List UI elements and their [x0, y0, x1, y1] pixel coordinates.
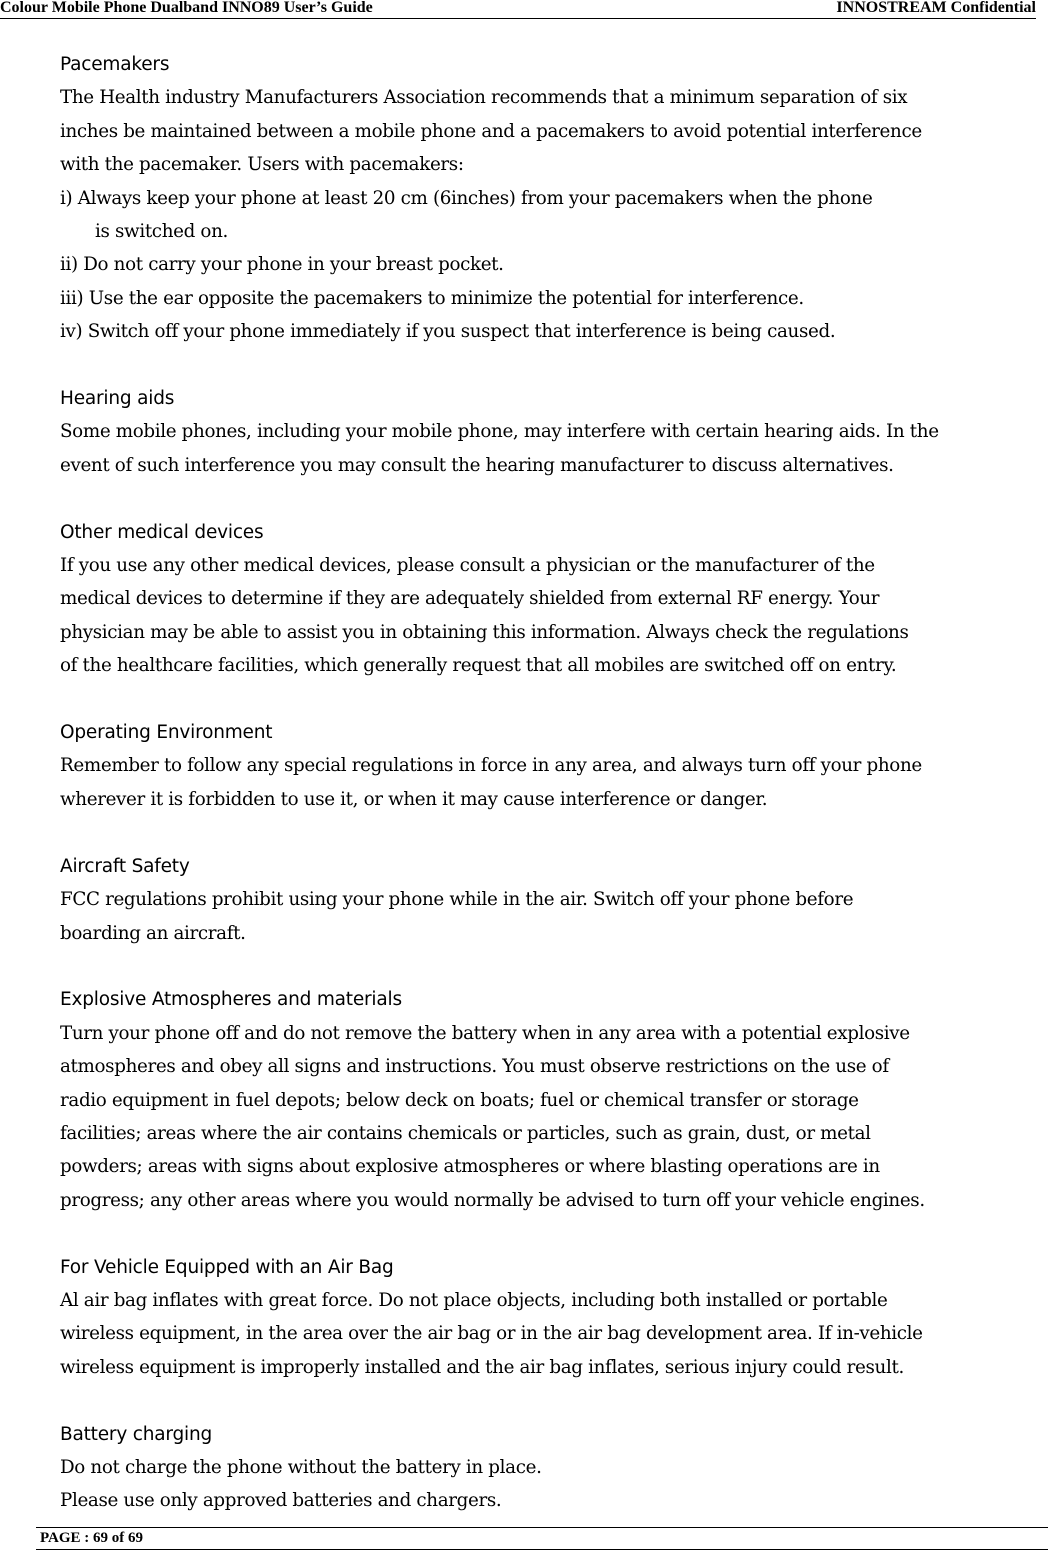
- paragraph-line: atmospheres and obey all signs and instructions. You must observe restrictions on the use of: [60, 1056, 889, 1078]
- paragraph-line: If you use any other medical devices, please consult a physician or the manufacturer of the: [60, 555, 875, 577]
- section-heading: Explosive Atmospheres and materials: [60, 989, 402, 1011]
- paragraph-line: powders; areas with signs about explosive atmospheres or where blasting operations are in: [60, 1156, 880, 1178]
- section-other-medical-devices: [60, 516, 1045, 683]
- list-item: i) Always keep your phone at least 20 cm (6inches) from your pacemakers when the phone: [60, 187, 873, 209]
- page-header: [0, 0, 1036, 19]
- section-heading: Pacemakers: [60, 54, 170, 75]
- section-battery-charging: [60, 1418, 1045, 1518]
- paragraph-line: wireless equipment, in the area over the air bag or in the air bag development area. If in-vehicle: [60, 1323, 923, 1345]
- header-document-title: Colour Mobile Phone Dualband INNO89 User’s Guide: [0, 0, 373, 16]
- paragraph-line: The Health industry Manufacturers Association recommends that a minimum separation of six: [60, 87, 908, 109]
- paragraph-line: physician may be able to assist you in obtaining this information. Always check the regulations: [60, 621, 909, 643]
- paragraph-line: with the pacemaker. Users with pacemakers:: [60, 154, 464, 176]
- footer-rule-top: [36, 1527, 1048, 1528]
- section-aircraft-safety: [60, 850, 1045, 950]
- paragraph-line: event of such interference you may consult the hearing manufacturer to discuss alternatives.: [60, 454, 894, 476]
- section-pacemakers: [60, 48, 1045, 349]
- paragraph-line: inches be maintained between a mobile phone and a pacemakers to avoid potential interference: [60, 120, 922, 142]
- section-hearing-aids: [60, 382, 1045, 482]
- paragraph-line: boarding an aircraft.: [60, 922, 246, 944]
- paragraph-line: radio equipment in fuel depots; below deck on boats; fuel or chemical transfer or storage: [60, 1089, 859, 1111]
- section-heading: Hearing aids: [60, 388, 175, 410]
- paragraph-line: medical devices to determine if they are adequately shielded from external RF energy. Your: [60, 588, 880, 610]
- paragraph-line: wireless equipment is improperly installed and the air bag inflates, serious injury could result.: [60, 1356, 904, 1378]
- section-vehicle-air-bag: [60, 1251, 1045, 1385]
- paragraph-line: of the healthcare facilities, which generally request that all mobiles are switched off on entry.: [60, 655, 897, 677]
- section-explosive-atmospheres: [60, 983, 1045, 1217]
- header-confidential-label: INNOSTREAM Confidential: [836, 0, 1036, 16]
- paragraph-line: Turn your phone off and do not remove the battery when in any area with a potential explosive: [60, 1022, 910, 1044]
- paragraph-line: Remember to follow any special regulations in force in any area, and always turn off your phone: [60, 755, 922, 777]
- list-item-continuation: is switched on.: [95, 221, 228, 243]
- list-item: ii) Do not carry your phone in your breast pocket.: [60, 254, 504, 276]
- section-heading: Operating Environment: [60, 722, 273, 744]
- page-number: PAGE : 69 of 69: [40, 1530, 144, 1546]
- paragraph-line: FCC regulations prohibit using your phone while in the air. Switch off your phone before: [60, 889, 854, 911]
- section-heading: Other medical devices: [60, 521, 264, 543]
- section-heading: For Vehicle Equipped with an Air Bag: [60, 1256, 394, 1278]
- paragraph-line: Some mobile phones, including your mobile phone, may interfere with certain hearing aids. In the: [60, 421, 939, 443]
- document-body: [60, 48, 1045, 1518]
- paragraph-line: facilities; areas where the air contains chemicals or particles, such as grain, dust, or metal: [60, 1122, 871, 1144]
- section-operating-environment: [60, 716, 1045, 816]
- list-item: iii) Use the ear opposite the pacemakers to minimize the potential for interference.: [60, 287, 804, 309]
- section-heading: Aircraft Safety: [60, 855, 190, 877]
- section-heading: Battery charging: [60, 1423, 213, 1445]
- footer-rule-bottom: [36, 1549, 1048, 1550]
- paragraph-line: Al air bag inflates with great force. Do not place objects, including both installed or portable: [60, 1289, 888, 1311]
- paragraph-line: Please use only approved batteries and chargers.: [60, 1490, 502, 1512]
- paragraph-line: progress; any other areas where you would normally be advised to turn off your vehicle engines.: [60, 1189, 925, 1211]
- paragraph-line: Do not charge the phone without the battery in place.: [60, 1456, 542, 1478]
- paragraph-line: wherever it is forbidden to use it, or when it may cause interference or danger.: [60, 788, 768, 810]
- list-item: iv) Switch off your phone immediately if you suspect that interference is being caused.: [60, 321, 836, 343]
